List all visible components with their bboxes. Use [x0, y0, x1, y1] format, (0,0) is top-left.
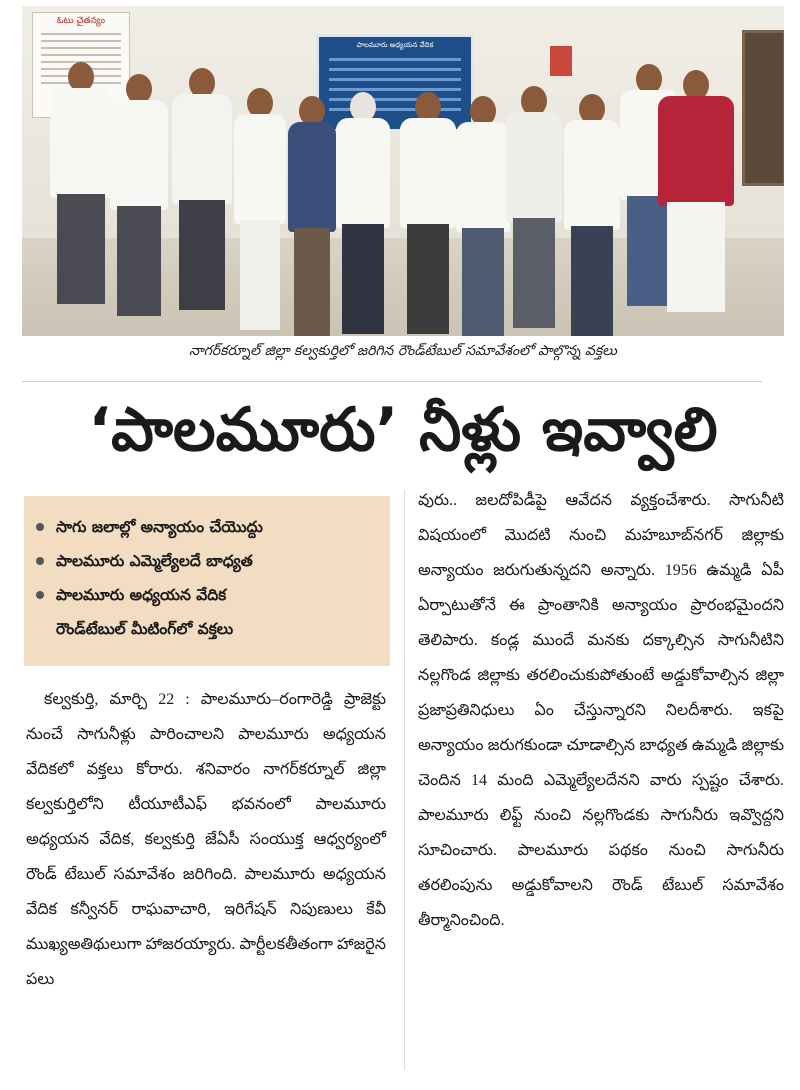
highlight-item — [34, 578, 380, 646]
person — [288, 96, 336, 306]
meeting-banner-title: పాలమూరు అధ్యయన వేదిక — [356, 41, 434, 49]
person — [456, 96, 510, 306]
person — [110, 74, 168, 334]
photo-caption: నాగర్‌కర్నూల్ జిల్లా కల్వకుర్తిలో జరిగిన రౌండ్‌టేబుల్ సమావేశంలో పాల్గొన్న వక్తలు — [189, 343, 617, 359]
article-column-left: కల్వకుర్తి, మార్చి 22 : పాలమూరు–రంగారెడ్డి ప్రాజెక్టు నుంచే సాగునీళ్లు పారించాలని పాలమూరు అధ్యయన వేదికలో వక్తలు కోరారు. శనివారం నాగర్‌కర్నూల్ జిల్లా కల్వకుర్తిలోని టీయూటీఎఫ్ భవనంలో పాలమూరు అధ్యయన వేదిక, కల్వకుర్తి జేఏసీ సంయుక్త ఆధ్వర్యంలో రౌండ్ టేబుల్ సమావేశం జరిగింది. పాలమూరు అధ్యయన వేదిక కన్వీనర్ రాఘవాచారి, ఇరిగేషన్ నిపుణులు కేవీ ముఖ్యఅతిథులుగా హాజరయ్యారు. పార్టీలకతీతంగా హాజరైన పలు — [26, 691, 386, 988]
room-window — [742, 30, 784, 186]
bullet-icon — [36, 591, 44, 599]
news-photo — [22, 6, 784, 336]
highlights-box — [24, 496, 390, 666]
person — [50, 62, 112, 332]
wall-notice-title: ఓటు చైతన్యం — [56, 16, 106, 26]
divider — [22, 381, 762, 382]
person — [172, 68, 232, 320]
highlight-item — [34, 544, 380, 578]
person — [658, 70, 734, 332]
person — [400, 92, 456, 306]
column-divider — [404, 490, 405, 1070]
person — [506, 86, 562, 308]
bullet-icon — [36, 523, 44, 531]
person — [564, 94, 620, 320]
highlight-text: పాలమూరు అధ్యయన వేదిక రౌండ్‌టేబుల్ మీటింగ్‌లో వక్తలు — [56, 586, 234, 638]
article-column-right: వురు.. జలదోపిడీపై ఆవేదన వ్యక్తంచేశారు. సాగునీటి విషయంలో మొదటి నుంచి మహబూబ్‌నగర్ జిల్లాకు అన్యాయం జరుగుతున్నదని అన్నారు. 1956 ఉమ్మడి ఏపీ ఏర్పాటుతోనే ఈ ప్రాంతానికి అన్యాయం ప్రారంభమైందని తెలిపారు. కండ్ల ముందే మనకు దక్కాల్సిన సాగునీటిని నల్లగొండ జిల్లాకు తరలించుకుపోతుంటే అడ్డుకోవాల్సిన జిల్లా ప్రజాప్రతినిధులు ఏం చేస్తున్నారని నిలదీశారు. ఇకపై అన్యాయం జరుగకుండా చూడాల్సిన బాధ్యత ఉమ్మడి జిల్లాకు చెందిన 14 మంది ఎమ్మెల్యేలదేనని వారు స్పష్టం చేశారు. పాలమూరు లిఫ్ట్ నుంచి నల్లగొండకు సాగునీరు ఇవ్వొద్దని సూచించారు. పాలమూరు పథకం నుంచి సాగునీరు తరలింపును అడ్డుకోవాలని రౌండ్ టేబుల్ సమావేశం తీర్మానించింది. — [418, 492, 784, 929]
highlight-text: సాగు జలాల్లో అన్యాయం చేయొద్దు — [56, 518, 263, 536]
person — [234, 88, 286, 312]
headline: ‘పాలమూరు’ నీళ్లు ఇవ్వాలి — [88, 395, 718, 465]
highlight-item — [34, 510, 380, 544]
bullet-icon — [36, 557, 44, 565]
person — [336, 92, 390, 306]
wall-calendar — [550, 46, 572, 76]
highlight-text: పాలమూరు ఎమ్మెల్యేలదే బాధ్యత — [56, 552, 253, 570]
